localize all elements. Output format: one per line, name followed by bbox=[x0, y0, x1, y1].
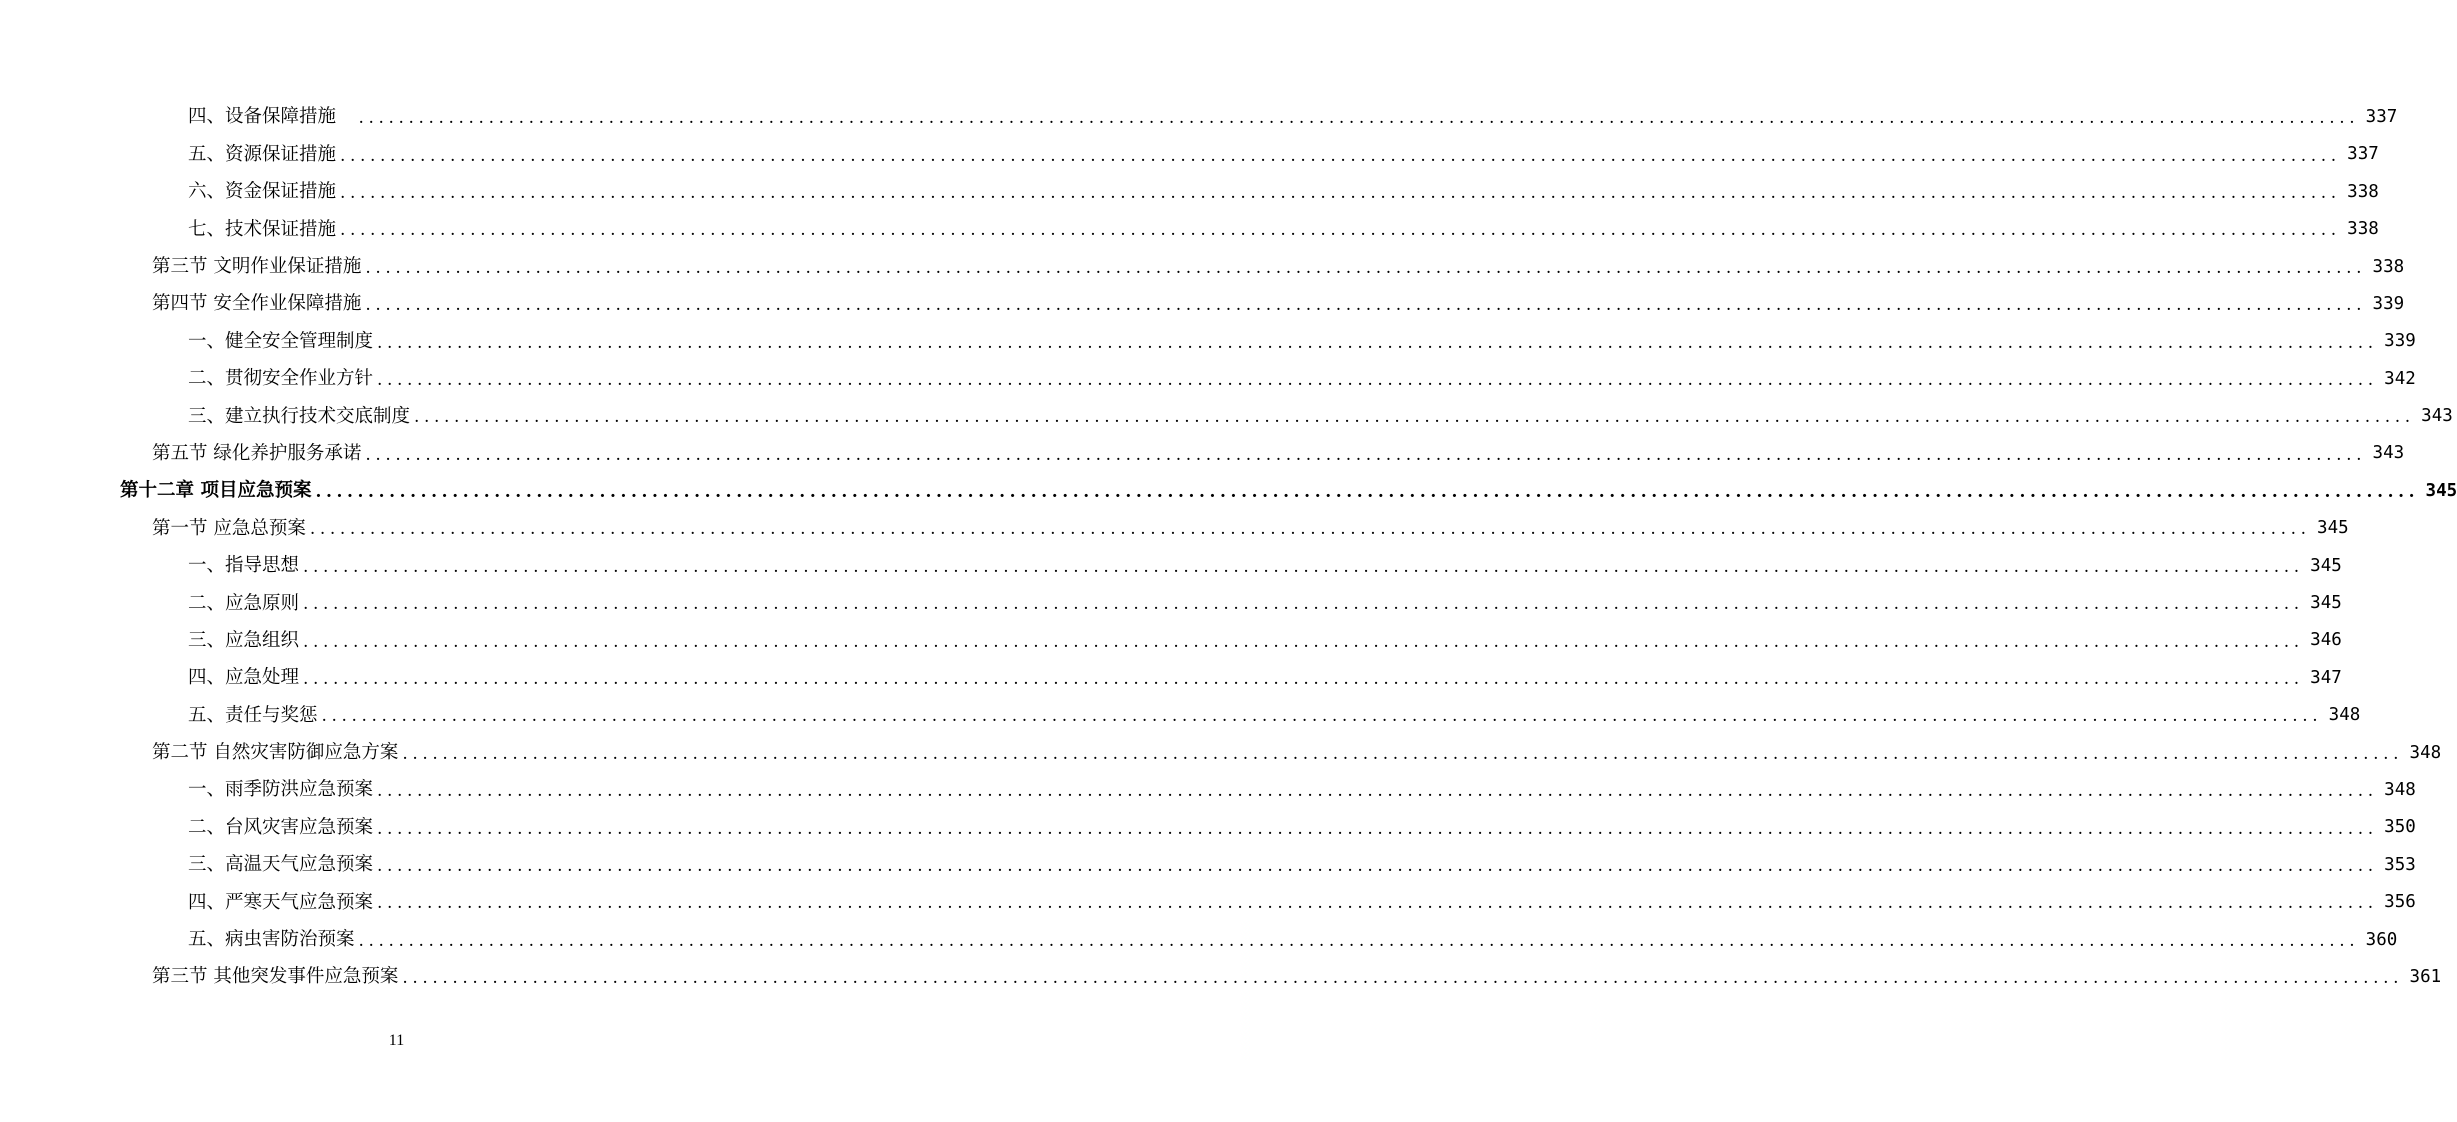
toc-entry-page-number: 361 bbox=[2409, 966, 2442, 987]
toc-entry-page-number: 345 bbox=[2317, 518, 2349, 539]
toc-entry-title: 第十二章 项目应急预案 bbox=[120, 480, 312, 502]
toc-entry-page-number: 338 bbox=[2347, 181, 2379, 202]
toc-entry-title: 二、台风灾害应急预案 bbox=[188, 816, 374, 838]
toc-entry-page-number: 338 bbox=[2372, 256, 2405, 277]
toc-entry-title: 七、技术保证措施 bbox=[188, 218, 337, 240]
toc-dot-leader: ........................................................................................................................................................................................................ bbox=[315, 482, 2420, 503]
toc-entry-page-number: 356 bbox=[2384, 892, 2416, 913]
toc-entry-title: 三、高温天气应急预案 bbox=[188, 854, 374, 876]
toc-entry[interactable] bbox=[0, 585, 2342, 622]
toc-entry-title: 第一节 应急总预案 bbox=[152, 517, 306, 539]
toc-dot-leader: ........................................................................................................................................................................................................ bbox=[340, 145, 2341, 166]
toc-entry[interactable] bbox=[0, 323, 2416, 360]
toc-dot-leader: ........................................................................................................................................................................................................ bbox=[377, 856, 2378, 876]
toc-entry[interactable] bbox=[0, 249, 2405, 286]
toc-dot-leader: ........................................................................................................................................................................................................ bbox=[340, 182, 2341, 203]
toc-dot-leader: ........................................................................................................................................................................................................ bbox=[402, 743, 2404, 764]
toc-entry[interactable] bbox=[0, 772, 2416, 809]
toc-dot-leader: ........................................................................................................................................................................................................ bbox=[365, 295, 2367, 316]
toc-dot-leader: ........................................................................................................................................................................................................ bbox=[309, 519, 2311, 540]
toc-entry-title: 四、应急处理 bbox=[188, 667, 300, 689]
toc-entry-page-number: 345 bbox=[2425, 480, 2457, 501]
footer-page-number: 11 bbox=[388, 1032, 405, 1049]
toc-dot-leader: ........................................................................................................................................................................................................ bbox=[358, 930, 2360, 951]
toc-entry-title: 一、雨季防洪应急预案 bbox=[188, 779, 374, 801]
toc-entry[interactable] bbox=[0, 697, 2361, 734]
toc-entry-page-number: 346 bbox=[2310, 630, 2342, 651]
toc-dot-leader: ........................................................................................................................................................................................................ bbox=[402, 968, 2404, 989]
toc-entry-page-number: 348 bbox=[2384, 779, 2416, 800]
toc-entry[interactable] bbox=[0, 510, 2349, 547]
toc-entry-page-number: 350 bbox=[2384, 817, 2416, 838]
toc-entry[interactable] bbox=[0, 174, 2379, 211]
toc-entry[interactable] bbox=[0, 735, 2442, 772]
toc-entry[interactable] bbox=[0, 884, 2416, 921]
toc-entry[interactable] bbox=[0, 660, 2342, 697]
toc-entry-page-number: 339 bbox=[2384, 331, 2416, 352]
toc-entry-title: 三、建立执行技术交底制度 bbox=[188, 405, 411, 427]
toc-entry-page-number: 360 bbox=[2365, 929, 2398, 950]
toc-entry-page-number: 347 bbox=[2310, 667, 2342, 688]
toc-entry-title: 二、贯彻安全作业方针 bbox=[188, 368, 374, 390]
toc-entry[interactable] bbox=[0, 99, 2398, 136]
toc-entry[interactable] bbox=[0, 922, 2398, 959]
toc-entry-title: 第五节 绿化养护服务承诺 bbox=[152, 442, 362, 464]
toc-dot-leader: ........................................................................................................................................................................................................ bbox=[303, 594, 2304, 615]
toc-entry-title: 第四节 安全作业保障措施 bbox=[152, 293, 362, 315]
toc-dot-leader: ........................................................................................................................................................................................................ bbox=[377, 818, 2378, 839]
toc-entry-title: 六、资金保证措施 bbox=[188, 181, 337, 203]
toc-entry-title: 第三节 文明作业保证措施 bbox=[152, 256, 362, 277]
toc-entry-title: 一、健全安全管理制度 bbox=[188, 330, 374, 352]
toc-entry-page-number: 345 bbox=[2310, 555, 2342, 576]
toc-entry-page-number: 337 bbox=[2347, 144, 2379, 165]
toc-entry-page-number: 339 bbox=[2372, 293, 2405, 314]
toc-entry-page-number: 353 bbox=[2384, 854, 2416, 875]
toc-entry-page-number: 345 bbox=[2310, 593, 2342, 614]
toc-entry-title: 五、资源保证措施 bbox=[188, 143, 337, 165]
toc-entry-page-number: 348 bbox=[2328, 705, 2361, 726]
toc-entry[interactable] bbox=[0, 548, 2342, 585]
toc-entry-page-number: 348 bbox=[2409, 742, 2442, 763]
toc-entry[interactable] bbox=[0, 847, 2416, 884]
toc-entry-page-number: 342 bbox=[2384, 368, 2416, 389]
toc-entry-page-number: 343 bbox=[2372, 443, 2405, 464]
toc-entry-title: 第三节 其他突发事件应急预案 bbox=[152, 966, 399, 988]
toc-entry[interactable] bbox=[0, 809, 2416, 846]
toc-dot-leader: ........................................................................................................................................................................................................ bbox=[303, 631, 2304, 652]
toc-entry-title: 五、病虫害防治预案 bbox=[188, 929, 355, 951]
toc-dot-leader: ........................................................................................................................................................................................................ bbox=[303, 556, 2304, 577]
toc-entry-title: 第二节 自然灾害防御应急方案 bbox=[152, 742, 399, 764]
toc-dot-leader: ........................................................................................................................................................................................................ bbox=[365, 257, 2367, 278]
toc-entry-title: 三、应急组织 bbox=[188, 629, 300, 651]
toc-dot-leader: ........................................................................................................................................................................................................ bbox=[377, 893, 2378, 914]
toc-dot-leader: ........................................................................................................................................................................................................ bbox=[377, 332, 2378, 353]
toc-dot-leader: ........................................................................................................................................................................................................ bbox=[340, 220, 2341, 241]
toc-entry[interactable] bbox=[0, 959, 2442, 996]
toc-entry[interactable] bbox=[0, 286, 2405, 323]
toc-entry-title: 五、责任与奖惩 bbox=[188, 704, 318, 726]
toc-dot-leader: ........................................................................................................................................................................................................ bbox=[414, 407, 2415, 428]
toc-entry-page-number: 343 bbox=[2421, 406, 2453, 427]
toc-dot-leader: ........................................................................................................................................................................................................ bbox=[303, 669, 2304, 690]
toc-dot-leader: ........................................................................................................................................................................................................ bbox=[365, 444, 2367, 465]
toc-entry[interactable] bbox=[0, 622, 2342, 659]
toc-entry[interactable] bbox=[0, 398, 2453, 435]
table-of-contents bbox=[0, 99, 2457, 996]
toc-entry[interactable] bbox=[0, 473, 2457, 510]
toc-entry-title: 一、指导思想 bbox=[188, 555, 300, 577]
toc-dot-leader: ........................................................................................................................................................................................................ bbox=[321, 706, 2323, 727]
toc-entry-page-number: 338 bbox=[2347, 219, 2379, 240]
toc-entry[interactable] bbox=[0, 211, 2379, 248]
toc-entry[interactable] bbox=[0, 136, 2379, 173]
toc-entry-title: 二、应急原则 bbox=[188, 592, 300, 614]
toc-entry-page-number: 337 bbox=[2365, 106, 2398, 127]
toc-dot-leader: ........................................................................................................................................................................................................ bbox=[377, 781, 2378, 802]
toc-entry[interactable] bbox=[0, 436, 2405, 473]
toc-dot-leader: ........................................................................................................................................................................................................ bbox=[377, 369, 2378, 390]
toc-dot-leader: ........................................................................................................................................................................................................ bbox=[358, 108, 2360, 129]
toc-entry-title: 四、设备保障措施 bbox=[188, 106, 355, 128]
toc-entry-title: 四、严寒天气应急预案 bbox=[188, 891, 374, 913]
toc-entry[interactable] bbox=[0, 361, 2416, 398]
